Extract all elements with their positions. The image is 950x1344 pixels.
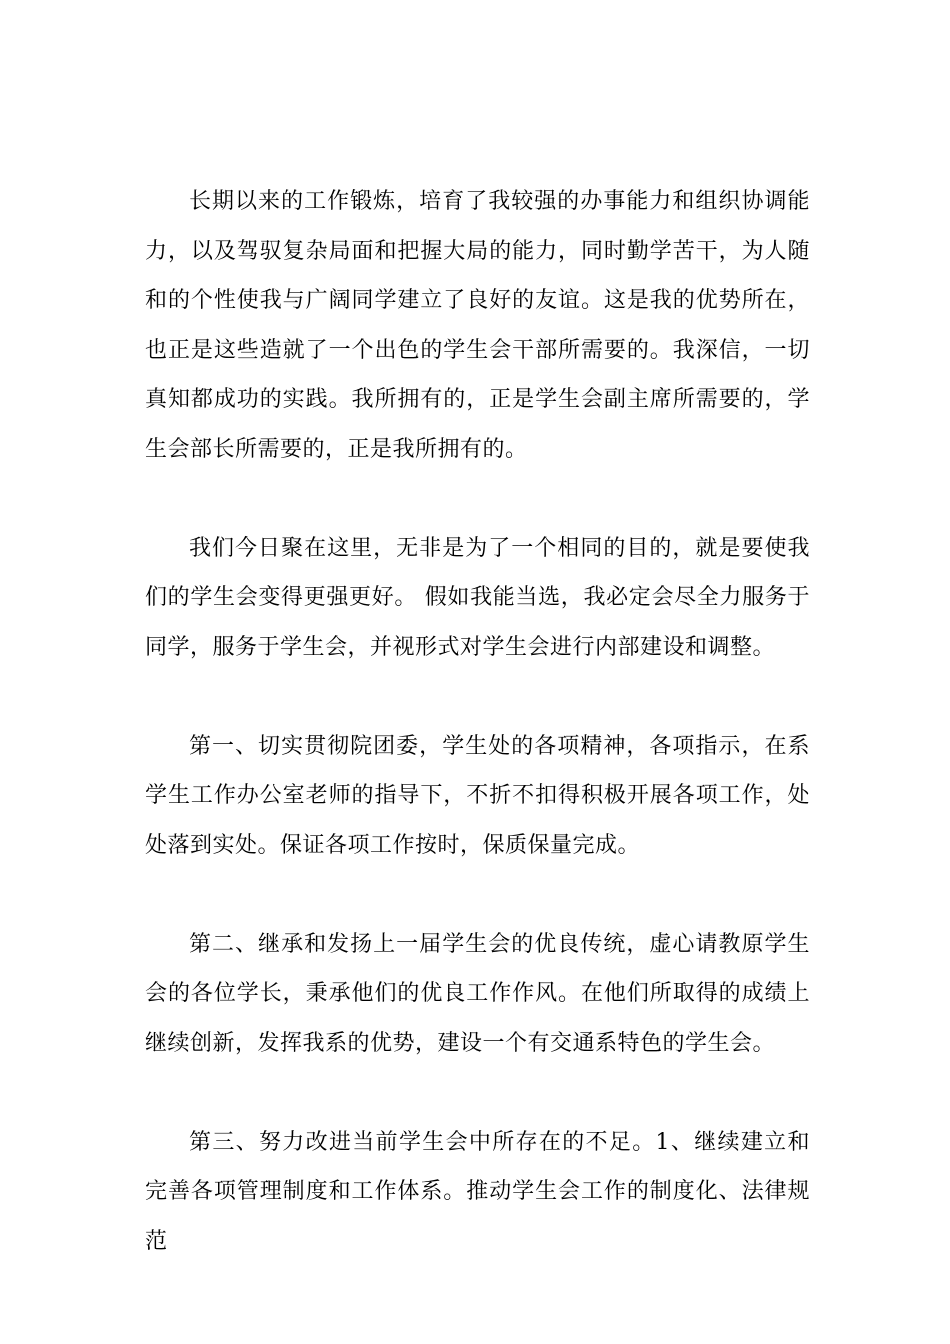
document-body — [145, 177, 810, 1266]
paragraph-1: 长期以来的工作锻炼，培育了我较强的办事能力和组织协调能力，以及驾驭复杂局面和把握大局的能力，同时勤学苦干，为人随和的个性使我与广阔同学建立了良好的友谊。这是我的优势所在，也正是这些造就了一个出色的学生会干部所需要的。我深信，一切真知都成功的实践。我所拥有的，正是学生会副主席所需要的，学生会部长所需要的，正是我所拥有的。 — [145, 189, 810, 462]
paragraph-spacer — [145, 870, 810, 920]
paragraph-spacer — [145, 1068, 810, 1118]
paragraph-spacer — [145, 474, 810, 524]
paragraph-4: 第二、继承和发扬上一届学生会的优良传统，虚心请教原学生会的各位学长，秉承他们的优良工作作风。在他们所取得的成绩上继续创新，发挥我系的优势，建设一个有交通系特色的学生会。 — [145, 931, 810, 1056]
paragraph-3: 第一、切实贯彻院团委，学生处的各项精神，各项指示，在系学生工作办公室老师的指导下，不折不扣得积极开展各项工作，处处落到实处。保证各项工作按时，保质保量完成。 — [145, 733, 810, 858]
paragraph-5: 第三、努力改进当前学生会中所存在的不足。1、继续建立和完善各项管理制度和工作体系。推动学生会工作的制度化、法律规范 — [145, 1129, 810, 1254]
paragraph-2: 我们今日聚在这里，无非是为了一个相同的目的，就是要使我们的学生会变得更强更好。 假如我能当选，我必定会尽全力服务于同学，服务于学生会，并视形式对学生会进行内部建设和调整。 — [145, 535, 810, 660]
paragraph-spacer — [145, 672, 810, 722]
